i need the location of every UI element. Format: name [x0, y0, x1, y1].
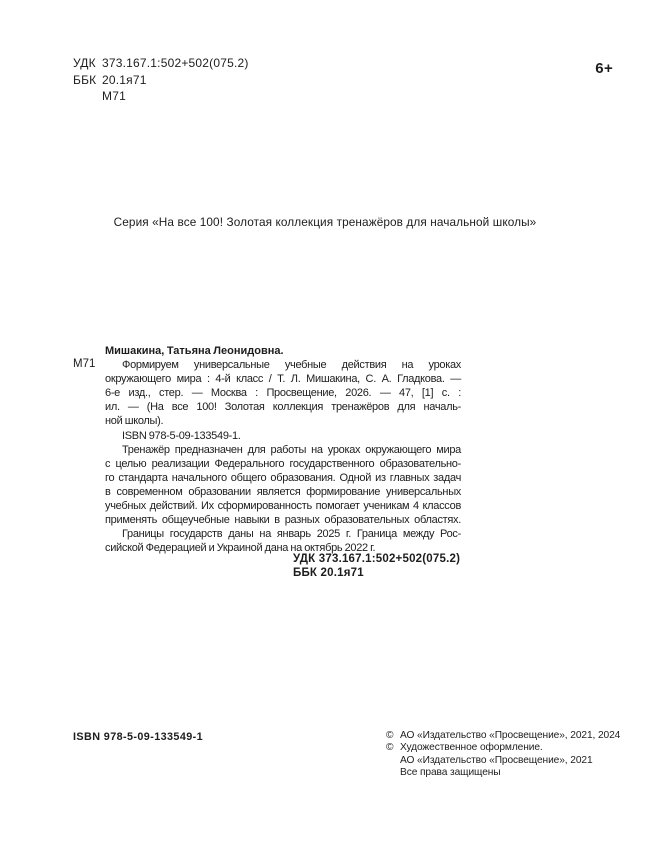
copyright-row — [386, 730, 620, 742]
udk-row — [73, 55, 249, 72]
author-sign: М71 — [102, 89, 126, 103]
bib-line: ной школы). — [105, 415, 164, 428]
catalog-card-author-sign: М71 — [73, 358, 96, 370]
annotation-line: применять общеучебные навыки в разных образовательных областях. — [105, 514, 461, 527]
copyright-row — [386, 755, 620, 767]
copyright-block — [386, 730, 620, 780]
copyright-row — [386, 767, 620, 779]
classification-block — [73, 55, 249, 105]
copyright-text: АО «Издательство «Просвещение», 2021 — [400, 754, 593, 766]
catalog-card — [105, 344, 461, 555]
annotation-line: в современном образовании является формирование универсальных — [105, 485, 461, 498]
bib-line: ил. — (На все 100! Золотая коллекция тренажёров для началь- — [105, 401, 461, 414]
copyright-row — [386, 742, 620, 754]
copyright-symbol — [386, 767, 400, 779]
bbk-bold: ББК 20.1я71 — [293, 567, 364, 580]
author-sign-row — [73, 88, 249, 105]
annotation-line: учебных действий. Их сформированность помогает ученикам 4 классов — [105, 500, 461, 513]
copyright-text: Художественное оформление. — [400, 742, 543, 754]
bbk-row — [73, 72, 249, 89]
annotation-line: Тренажёр предназначен для работы на уроках окружающего мира — [122, 443, 461, 456]
annotation-line: с целью реализации Федерального государственного образовательно- — [105, 457, 461, 470]
copyright-symbol — [386, 755, 400, 767]
classification-bold-block — [293, 552, 460, 580]
copyright-text: Все права защищены — [400, 767, 501, 779]
age-rating-badge: 6+ — [595, 60, 613, 77]
udk-bold: УДК 373.167.1:502+502(075.2) — [293, 553, 461, 565]
bbk-value: 20.1я71 — [102, 72, 147, 87]
copyright-text: АО «Издательство «Просвещение», 2021, 2024 — [400, 730, 621, 741]
bib-line: Формируем универсальные учебные действия на уроках — [122, 359, 461, 372]
copyright-symbol: © — [386, 730, 394, 741]
udk-value: 373.167.1:502+502(075.2) — [102, 56, 249, 70]
udk-label: УДК — [73, 56, 96, 70]
author-sign-spacer — [73, 88, 102, 105]
series-line: Серия «На все 100! Золотая коллекция тренажёров для начальной школы» — [113, 215, 537, 229]
annotation-line: го стандарта начального общего образования. Одной из главных задач — [105, 471, 461, 484]
bib-line: 6-е изд., стер. — Москва : Просвещение, 2026. — 47, [1] с. : — [105, 387, 461, 400]
author-heading: Мишакина, Татьяна Леонидовна. — [105, 345, 284, 357]
bib-line: окружающего мира : 4-й класс / Т. Л. Мишакина, С. А. Гладкова. — — [105, 373, 461, 386]
borders-note-line: Границы государств даны на январь 2025 г. Граница между Рос- — [122, 528, 461, 541]
borders-note-line: сийской Федерацией и Украиной дана на октябрь 2022 г. — [105, 542, 376, 555]
footer-isbn: ISBN 978-5-09-133549-1 — [73, 731, 204, 743]
isbn-line: ISBN 978-5-09-133549-1. — [122, 429, 241, 442]
bbk-label: ББК — [73, 72, 97, 87]
copyright-symbol: © — [386, 742, 394, 754]
